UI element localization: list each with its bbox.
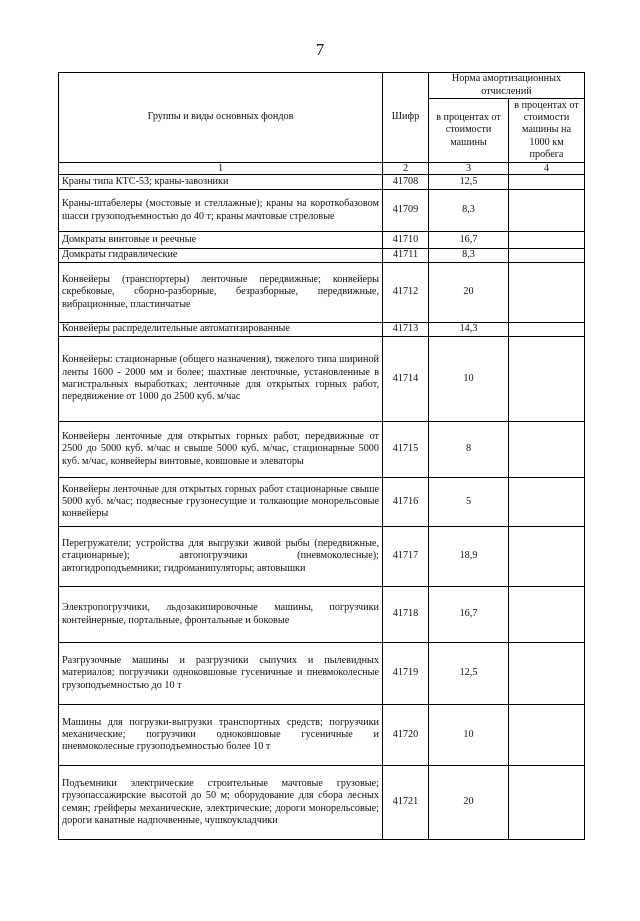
row-km xyxy=(509,643,585,705)
row-km xyxy=(509,323,585,337)
row-code: 41714 xyxy=(383,337,429,422)
row-pct: 8,3 xyxy=(429,190,509,232)
row-name: Разгрузочные машины и разгрузчики сыпучих и пылевидных материалов; погрузчики одноковшовые гусеничные и пневмоколесные грузоподъемностью до 10 т xyxy=(59,643,383,705)
row-name: Домкраты гидравлические xyxy=(59,249,383,263)
row-code: 41718 xyxy=(383,587,429,643)
row-km xyxy=(509,587,585,643)
row-name: Краны-штабелеры (мостовые и стеллажные); краны на короткобазовом шасси грузоподъемностью до 40 т; краны мачтовые стреловые xyxy=(59,190,383,232)
row-name: Конвейеры (транспортеры) ленточные передвижные; конвейеры скребковые, сборно-разборные, безразборные, передвижные, вибрационные, пластинчатые xyxy=(59,263,383,323)
row-code: 41710 xyxy=(383,232,429,249)
row-name: Машины для погрузки-выгрузки транспортных средств; погрузчики механические; погрузчики одноковшовые гусеничные и пневмоколесные грузоподъемностью более 10 т xyxy=(59,705,383,766)
row-code: 41715 xyxy=(383,422,429,478)
row-km xyxy=(509,766,585,840)
table-row xyxy=(59,263,585,323)
row-km xyxy=(509,422,585,478)
table-row xyxy=(59,766,585,840)
table-row xyxy=(59,232,585,249)
table-row xyxy=(59,587,585,643)
table-row xyxy=(59,478,585,527)
row-code: 41717 xyxy=(383,527,429,587)
page-number: 7 xyxy=(315,40,325,59)
row-code: 41711 xyxy=(383,249,429,263)
row-name: Подъемники электрические строительные мачтовые грузовые; грузопассажирские высотой до 50 м; оборудование для сбора лесных семян; грейферы механические, электрические; дороги монорельсовые; дороги канатные надпочвенные, чушкоукладчики xyxy=(59,766,383,840)
row-pct: 5 xyxy=(429,478,509,527)
row-name: Электропогрузчики, льдозакипировочные машины, погрузчики контейнерные, портальные, фронтальные и боковые xyxy=(59,587,383,643)
col-number: 3 xyxy=(429,163,509,175)
header-group-col: Группы и виды основных фондов xyxy=(59,73,383,163)
row-km xyxy=(509,263,585,323)
row-code: 41720 xyxy=(383,705,429,766)
row-km xyxy=(509,175,585,190)
row-km xyxy=(509,478,585,527)
table-row xyxy=(59,527,585,587)
table-row xyxy=(59,190,585,232)
table-row xyxy=(59,643,585,705)
row-pct: 10 xyxy=(429,337,509,422)
col-number: 1 xyxy=(59,163,383,175)
row-code: 41716 xyxy=(383,478,429,527)
row-km xyxy=(509,190,585,232)
table-row xyxy=(59,175,585,190)
depreciation-norms-table xyxy=(58,72,585,840)
row-code: 41719 xyxy=(383,643,429,705)
row-pct: 8 xyxy=(429,422,509,478)
header-km-col: в процентах от стоимости машины на 1000 км пробега xyxy=(509,99,585,163)
row-pct: 12,5 xyxy=(429,175,509,190)
row-pct: 14,3 xyxy=(429,323,509,337)
column-number-row xyxy=(59,163,585,175)
row-name: Конвейеры: стационарные (общего назначения), тяжелого типа шириной ленты 1600 - 2000 мм и более; шахтные ленточные, установленные в магистральных выработках; ленточные для открытых горных работ, передвижение от 1000 до 2500 куб. м/час xyxy=(59,337,383,422)
row-name: Конвейеры распределительные автоматизированные xyxy=(59,323,383,337)
row-pct: 10 xyxy=(429,705,509,766)
table-row xyxy=(59,337,585,422)
row-km xyxy=(509,249,585,263)
col-number: 4 xyxy=(509,163,585,175)
row-code: 41709 xyxy=(383,190,429,232)
row-km xyxy=(509,705,585,766)
row-pct: 16,7 xyxy=(429,587,509,643)
row-km xyxy=(509,527,585,587)
header-code-col: Шифр xyxy=(383,73,429,163)
row-name: Конвейеры ленточные для открытых горных работ стационарные свыше 5000 куб. м/час; подвесные грузонесущие и толкающие монорельсовые конвейеры xyxy=(59,478,383,527)
row-name: Домкраты винтовые и реечные xyxy=(59,232,383,249)
row-pct: 20 xyxy=(429,766,509,840)
row-code: 41712 xyxy=(383,263,429,323)
table-row xyxy=(59,422,585,478)
table-row xyxy=(59,249,585,263)
col-number: 2 xyxy=(383,163,429,175)
table-row xyxy=(59,323,585,337)
row-pct: 20 xyxy=(429,263,509,323)
row-name: Краны типа КТС-53; краны-завозники xyxy=(59,175,383,190)
row-km xyxy=(509,337,585,422)
row-name: Перегружатели; устройства для выгрузки живой рыбы (передвижные, стационарные); автопогрузчики (пневмоколесные); автогидроподъемники; гидроманипуляторы; автовышки xyxy=(59,527,383,587)
row-pct: 16,7 xyxy=(429,232,509,249)
row-pct: 18,9 xyxy=(429,527,509,587)
header-norm-col: Норма амортизационных отчислений xyxy=(429,73,585,99)
row-km xyxy=(509,232,585,249)
row-pct: 8,3 xyxy=(429,249,509,263)
row-pct: 12,5 xyxy=(429,643,509,705)
row-code: 41713 xyxy=(383,323,429,337)
row-code: 41708 xyxy=(383,175,429,190)
row-code: 41721 xyxy=(383,766,429,840)
table-row xyxy=(59,705,585,766)
header-pct-col: в процентах от стоимости машины xyxy=(429,99,509,163)
row-name: Конвейеры ленточные для открытых горных работ, передвижные от 2500 до 5000 куб. м/час и свыше 5000 куб. м/час, стационарные 5000 куб. м/час, конвейеры винтовые, ковшовые и элеваторы xyxy=(59,422,383,478)
